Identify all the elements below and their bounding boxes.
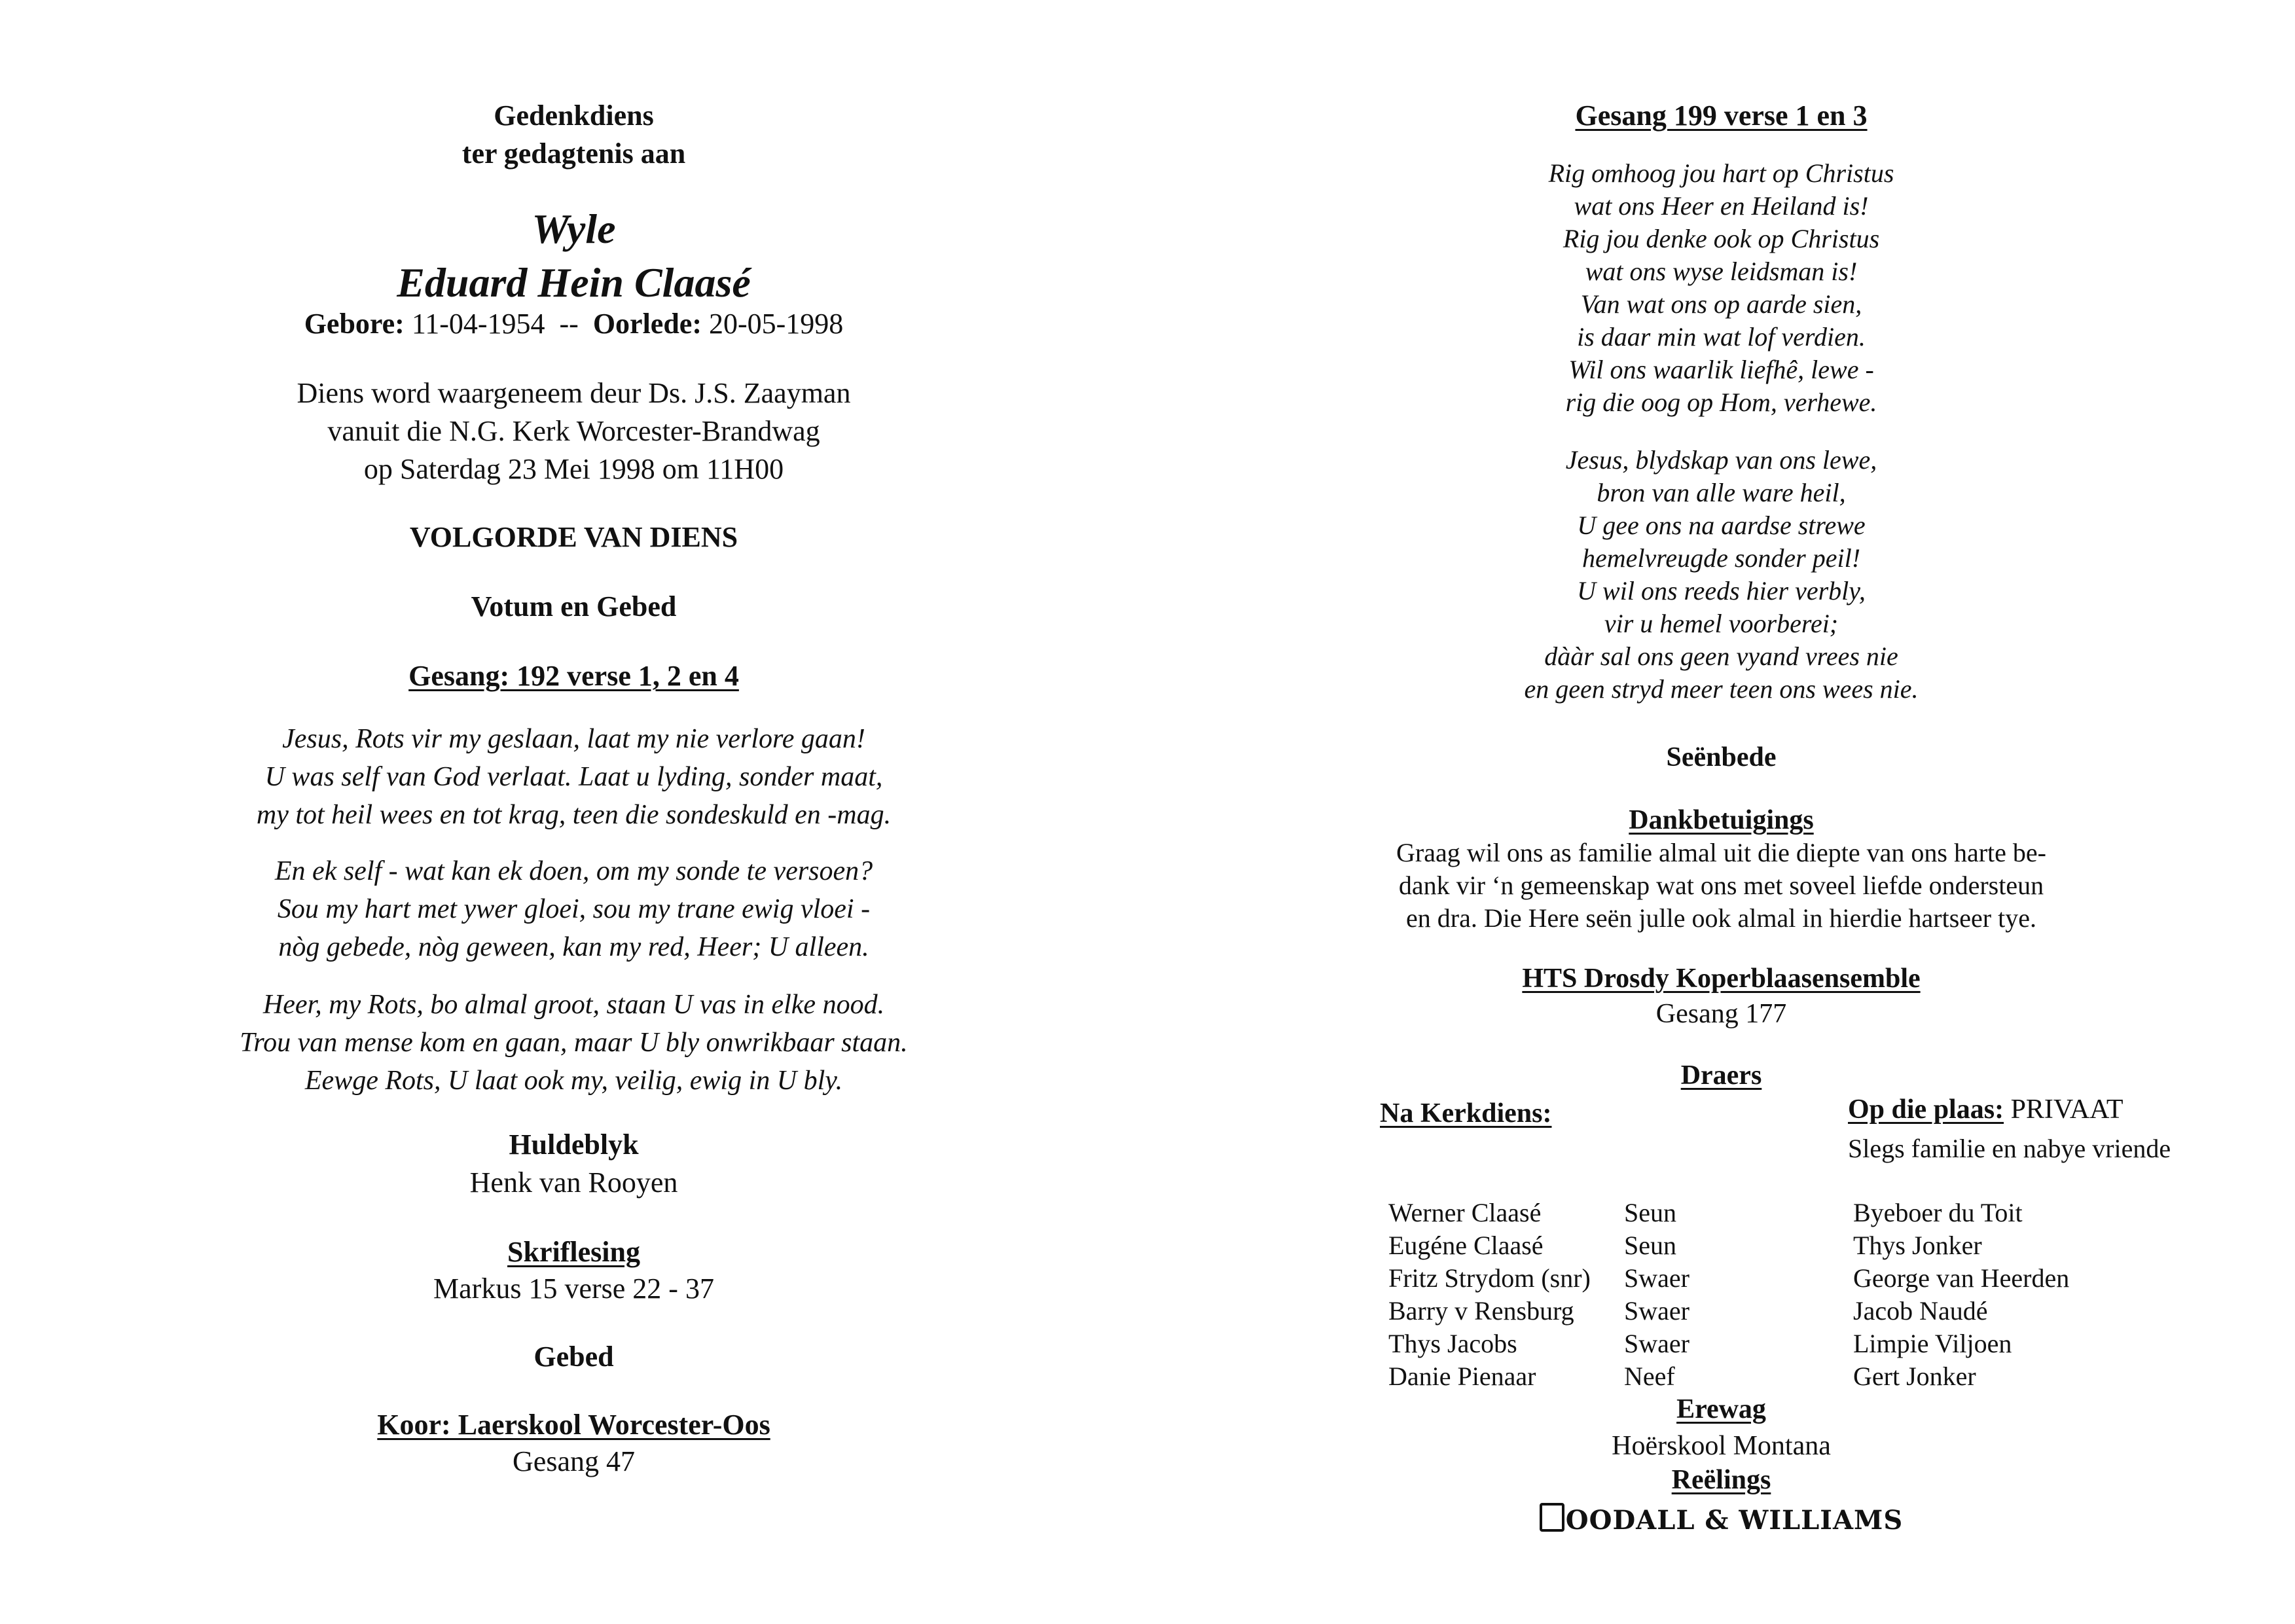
verse-line: Van wat ons op aarde sien, (1580, 289, 1862, 319)
verse-line: nòg gebede, nòg geween, kan my red, Heer; U alleen. (278, 932, 869, 962)
bearer-relation: Seun (1624, 1198, 1676, 1227)
verse-line: U gee ons na aardse strewe (1577, 511, 1866, 540)
verse-line: en geen stryd meer teen ons wees nie. (1524, 674, 1919, 704)
bearer-name: George van Heerden (1853, 1263, 2070, 1293)
bearer-name: Limpie Viljoen (1853, 1329, 2012, 1358)
guard-name: Hoërskool Montana (1612, 1431, 1831, 1461)
funeral-home-logo (1148, 1503, 2295, 1537)
choir-title: Koor: Laerskool Worcester-Oos (377, 1409, 770, 1441)
verse-line: Eewge Rots, U laat ook my, veilig, ewig in U bly. (304, 1066, 843, 1096)
verse-line: Wil ons waarlik liefhê, lewe - (1568, 355, 1874, 384)
reading-title: Skriflesing (507, 1236, 640, 1268)
guard-title: Erewag (1676, 1394, 1766, 1424)
service-line: Diens word waargeneem deur Ds. J.S. Zaayman (297, 377, 851, 409)
ensemble-hymn: Gesang 177 (1655, 999, 1787, 1029)
dates-line (0, 305, 1148, 343)
bearer-name: Danie Pienaar (1388, 1362, 1536, 1391)
date-separator: -- (559, 308, 579, 340)
service-line: vanuit die N.G. Kerk Worcester-Brandwag (327, 415, 820, 447)
bearer-name: Werner Claasé (1388, 1198, 1542, 1227)
hymn-title: Gesang 199 verse 1 en 3 (1575, 99, 1868, 132)
funeral-home-name: OODALL & WILLIAMS (1565, 1505, 1904, 1536)
reading-ref: Markus 15 verse 22 - 37 (433, 1272, 714, 1305)
died-date: 20-05-1998 (708, 308, 844, 340)
bearers-title: Draers (1680, 1060, 1762, 1091)
verse-line: Jesus, blydskap van ons lewe, (1565, 445, 1877, 475)
hymn-verse (0, 852, 1148, 966)
verse-line: wat ons Heer en Heiland is! (1574, 191, 1869, 221)
bearer-name: Byeboer du Toit (1853, 1198, 2023, 1227)
bearer-relation: Neef (1624, 1362, 1675, 1391)
tribute-name: Henk van Rooyen (469, 1166, 678, 1199)
farm-bearers-heading (1848, 1093, 2123, 1126)
verse-line: bron van alle ware heil, (1597, 478, 1846, 507)
died-label: Oorlede: (592, 308, 702, 340)
verse-line: Rig jou denke ook op Christus (1563, 224, 1880, 253)
hymn-verse (0, 986, 1148, 1100)
verse-line: Sou my hart met ywer gloei, sou my trane ewig vloei - (277, 894, 871, 924)
service-info (0, 374, 1148, 488)
heading-ter-gedagtenis: ter gedagtenis aan (461, 137, 686, 170)
farm-bearers-value: PRIVAAT (2010, 1094, 2123, 1125)
thanks-line: Graag wil ons as familie almal uit die diepte van ons harte be- (1396, 838, 2046, 867)
verse-line: Rig omhoog jou hart op Christus (1548, 158, 1894, 188)
verse-line: U was self van God verlaat. Laat u lyding, sonder maat, (264, 762, 883, 792)
right-page (1148, 0, 2295, 1624)
thanks-text (1148, 837, 2295, 935)
verse-line: is daar min wat lof verdien. (1577, 322, 1866, 352)
born-label: Gebore: (304, 308, 405, 340)
arrangements-title: Reëlings (1671, 1465, 1771, 1495)
verse-line: U wil ons reeds hier verbly, (1577, 576, 1866, 605)
bearer-relation: Swaer (1624, 1329, 1690, 1358)
hymn-verse (1148, 157, 2295, 419)
thanks-line: en dra. Die Here seën julle ook almal in hierdie hartseer tye. (1406, 903, 2036, 933)
verse-line: Trou van mense kom en gaan, maar U bly onwrikbaar staan. (240, 1028, 908, 1058)
bearer-name: Eugéne Claasé (1388, 1231, 1544, 1260)
prayer-title: Gebed (533, 1341, 614, 1373)
farm-bearers-note: Slegs familie en nabye vriende (1848, 1134, 2171, 1163)
order-title: VOLGORDE VAN DIENS (409, 521, 738, 553)
thanks-title: Dankbetuigings (1629, 805, 1814, 835)
choir-hymn: Gesang 47 (513, 1445, 635, 1477)
born-date: 11-04-1954 (411, 308, 545, 340)
verse-line: hemelvreugde sonder peil! (1581, 543, 1861, 573)
verse-line: rig die oog op Hom, verhewe. (1565, 388, 1877, 417)
verse-line: Jesus, Rots vir my geslaan, laat my nie verlore gaan! (282, 724, 865, 754)
verse-line: Heer, my Rots, bo almal groot, staan U vas in elke nood. (262, 990, 885, 1020)
bearer-relation: Seun (1624, 1231, 1676, 1260)
tribute-title: Huldeblyk (509, 1128, 639, 1161)
thanks-line: dank vir ‘n gemeenskap wat ons met soveel liefde ondersteun (1398, 871, 2044, 900)
church-bearers-label: Na Kerkdiens: (1380, 1098, 1552, 1128)
hymn-verse (0, 720, 1148, 834)
verse-line: dààr sal ons geen vyand vrees nie (1544, 641, 1898, 671)
funeral-home-seal-icon (1540, 1503, 1564, 1532)
name-wyle: Wyle (532, 206, 616, 252)
bearer-relation: Swaer (1624, 1296, 1690, 1326)
verse-line: vir u hemel voorberei; (1604, 609, 1839, 638)
hymn-title: Gesang: 192 verse 1, 2 en 4 (408, 660, 739, 692)
verse-line: wat ons wyse leidsman is! (1585, 257, 1858, 286)
bearer-name: Thys Jonker (1853, 1231, 1982, 1260)
service-line: op Saterdag 23 Mei 1998 om 11H00 (363, 453, 784, 485)
blessing-title: Seënbede (1666, 742, 1777, 772)
farm-bearers-label: Op die plaas: (1848, 1094, 2004, 1125)
ensemble-title: HTS Drosdy Koperblaasensemble (1522, 964, 1921, 994)
bearer-name: Fritz Strydom (snr) (1388, 1263, 1591, 1293)
bearer-name: Barry v Rensburg (1388, 1296, 1574, 1326)
heading-gedenkdiens: Gedenkdiens (494, 99, 654, 132)
deceased-name: Eduard Hein Claasé (397, 259, 751, 306)
hymn-verse (1148, 444, 2295, 706)
bearer-relation: Swaer (1624, 1263, 1690, 1293)
verse-line: En ek self - wat kan ek doen, om my sonde te versoen? (274, 856, 873, 886)
bearer-name: Thys Jacobs (1388, 1329, 1517, 1358)
votum-title: Votum en Gebed (471, 590, 677, 623)
bearer-name: Gert Jonker (1853, 1362, 1976, 1391)
verse-line: my tot heil wees en tot krag, teen die sondeskuld en -mag. (256, 800, 892, 830)
bearer-name: Jacob Naudé (1853, 1296, 1988, 1326)
